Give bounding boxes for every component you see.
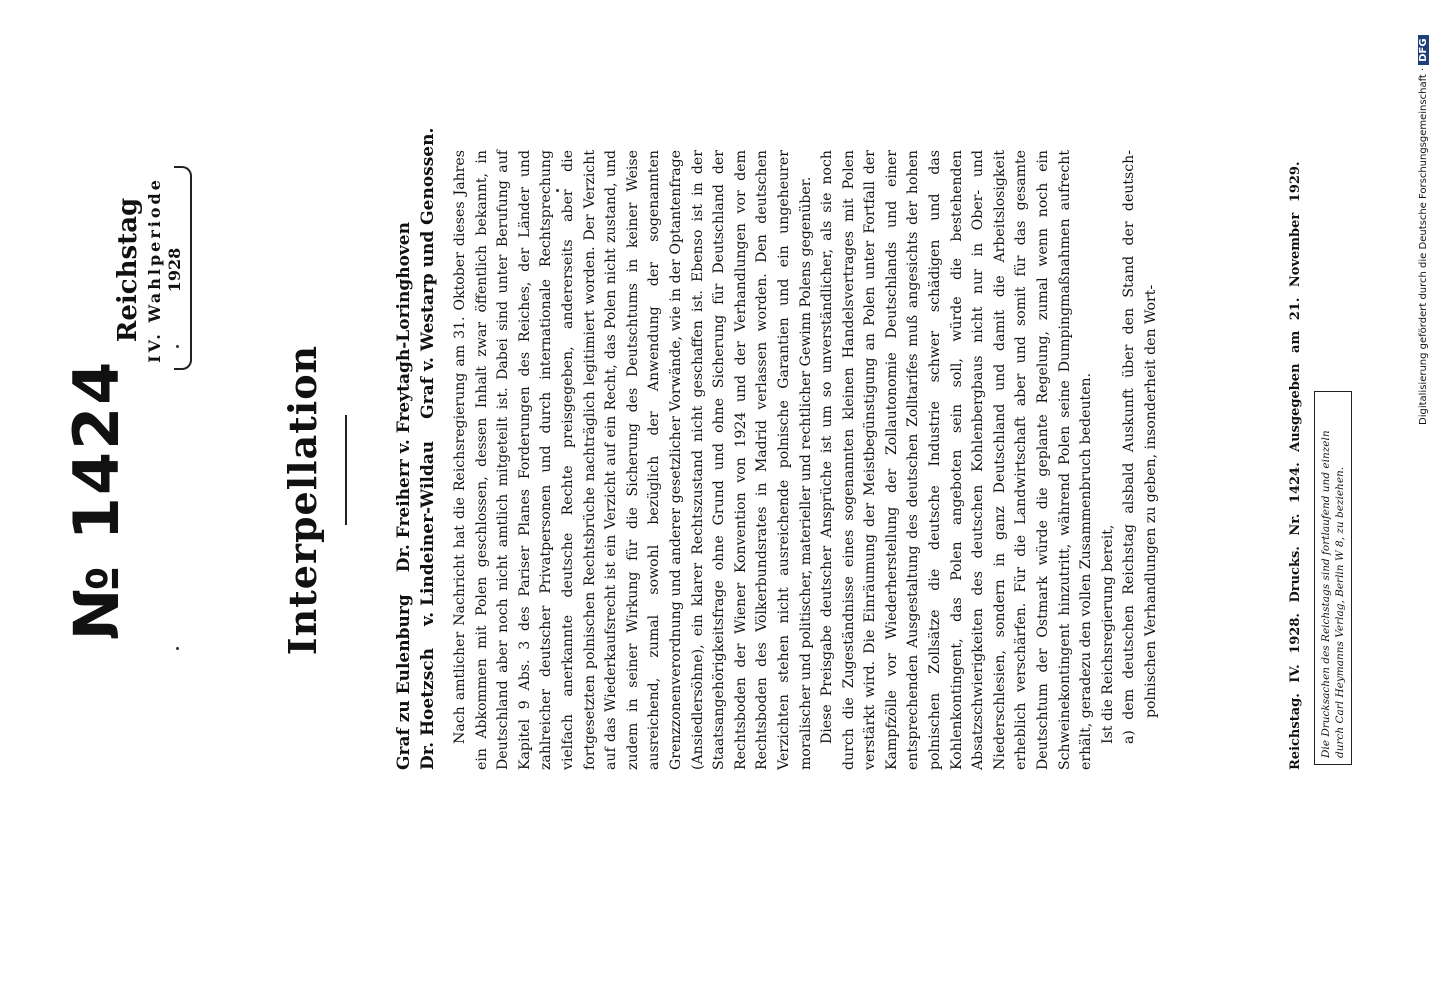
document-title: Interpellation [280, 344, 325, 656]
author-westarp: Graf v. Westarp und Genossen. [418, 127, 438, 419]
title-divider [345, 415, 347, 525]
scan-speck [176, 647, 179, 650]
footer-print-info: Reichstag. IV. 1928. Drucks. Nr. 1424. Ausgegeben am 21. November 1929. [1288, 161, 1303, 770]
footer-publisher-box [1314, 391, 1352, 765]
authors-block [392, 127, 440, 770]
paragraph-1: Nach amtlicher Nachricht hat die Reichsregierung am 31. Oktober dieses Jahres ein Abkommen mit Polen geschlossen, dessen Inhalt zwar öffentlich bekannt, in Deutschland aber noch nicht amtlich mitgeteilt ist. Dabei sind unter Berufung auf Kapitel 9 Abs. 3 des Pariser Planes Forderungen des Reiches, der Länder und zahlreicher deutscher Privatpersonen und durch internationale Rechtsprechung vielfach anerkannte deutsche Rechte preisgegeben, andererseits aber die fortgesetzten polnischen Rechtsbrüche nachträglich legitimiert worden. Der Verzicht auf das Wiederkaufsrecht ist ein Verzicht auf ein Recht, das Polen nicht zustand, und zudem in seiner Wirkung für die Sicherung des Deutschtums in keiner Weise ausreichend, zumal sowohl bezüglich der Anwendung der sogenannten Grenzzonenverordnung und anderer gesetzlicher Vorwände, wie in der Optantenfrage (Ansiedlersöhne), ein klarer Rechtszustand nicht geschaffen ist. Ebenso ist in der Staatsangehörigkeitsfrage ohne Grund und ohne Sicherung für Deutschland der Rechtsboden der Wiener Konvention von 1924 und der Verhandlungen vor dem Rechtsboden des Völkerbundsrates in Madrid verlassen worden. Den deutschen Verzichten stehen nicht ausreichende polnische Garantien und ein ungeheurer moralischer und politischer, materieller und rechtlicher Gewinn Polens gegenüber. [452, 150, 814, 770]
stamp-text: Digitalisierung gefördert durch die Deutsche Forschungsgemeinschaft · [1418, 67, 1429, 425]
question-line: Ist die Reichsregierung bereit, [1099, 524, 1116, 744]
reichstag-period: IV. Wahlperiode [144, 177, 164, 363]
author-eulenburg: Graf zu Eulenburg [394, 594, 414, 770]
scan-speck [556, 189, 559, 192]
authors-line-2 [416, 127, 440, 770]
digitization-stamp [1418, 35, 1429, 425]
scan-speck [176, 345, 179, 348]
interpellation-body [450, 150, 1163, 770]
author-freytagh: Dr. Freiherr v. Freytagh-Loringhoven [394, 222, 414, 573]
dfg-badge: DFG [1418, 35, 1429, 64]
paragraph-2: Diese Preisgabe deutscher Ansprüche ist um so unverständlicher, als sie noch durch die Zugeständnisse eines sogenannten kleinen Handelsvertrages mit Polen verstärkt wird. Die Einräumung der Meistbegünstigung an Polen unter Fortfall der Kampfzölle vor Wiederherstellung der Zollautonomie Deutschlands und einer entsprechenden Ausgestaltung des deutschen Zolltarifes muß angesichts der hohen polnischen Zollsätze die deutsche Industrie schwer schädigen und das Kohlenkontingent, das Polen angeboten sein soll, würde die bestehenden Absatzschwierigkeiten des deutschen Kohlenbergbaus nicht nur in Ober- und Niederschlesien, sondern in ganz Deutschland und damit die Arbeitslosigkeit erheblich verschärfen. Für die Landwirtschaft aber und somit für das gesamte Deutschtum der Ostmark würde die geplante Regelung, zumal wenn noch ein Schweinekontingent hinzutritt, während Polen seine Dumpingmaßnahmen aufrecht erhält, geradezu den vollen Zusammenbruch bedeuten. [819, 150, 1095, 770]
footer-box-line-2: durch Carl Heymanns Verlag, Berlin W 8, zu beziehen. [1334, 466, 1346, 758]
reichstag-brace-line [174, 166, 192, 370]
document-number: № 1424 [60, 359, 133, 641]
author-hoetzsch: Dr. Hoetzsch [418, 648, 438, 770]
footer-box-line-1: Die Drucksachen des Reichstags sind fortlaufend und einzeln [1320, 430, 1332, 758]
reichstag-name: Reichstag [113, 197, 143, 343]
authors-line-1 [392, 150, 416, 770]
item-a: a) dem deutschen Reichstag alsbald Auskunft über den Stand der deutsch-polnischen Verhandlungen zu geben, insonderheit den Wort- [1121, 150, 1159, 744]
author-lindeiner: v. Lindeiner-Wildau [418, 440, 438, 627]
reichstag-year: 1928 [164, 247, 184, 293]
